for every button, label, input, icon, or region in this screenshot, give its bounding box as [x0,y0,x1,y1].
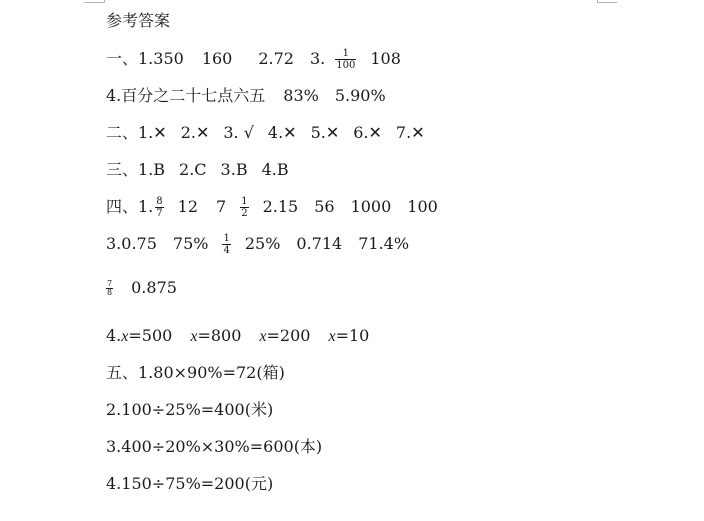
answer-text: =200 [266,326,311,345]
fraction-denominator: 8 [107,288,113,297]
section-4-line-2 [106,233,409,256]
section-2-line [106,123,425,143]
answer-text: 2.15 [262,197,299,216]
answer-text: 100 [407,197,438,216]
fraction-numerator: 1 [223,233,230,244]
answer-text: 5.✕ [310,123,340,142]
answer-text: 83% [283,86,319,105]
answer-text: 4.B [261,160,289,179]
answer-text: 4.✕ [267,123,297,142]
answer-text: 71.4% [358,234,410,253]
section-5-line-2: 2.100÷25%=400(米) [106,400,274,419]
answer-text: 四、1. [106,197,154,216]
fraction [155,196,163,219]
answer-text: 25% [244,234,281,253]
answer-text: 5.90% [334,86,386,105]
answer-text: 1000 [350,197,392,216]
answer-text: 3. √ [223,123,254,142]
answer-text: 0.875 [131,278,177,297]
answer-text: =10 [335,326,370,345]
crop-mark-top-left [84,2,104,3]
answer-text: 7 [216,197,227,216]
variable-x: x [328,328,336,345]
section-5-line-4: 4.150÷75%=200(元) [106,474,274,493]
answer-text: 3.0.75 [106,234,157,253]
answer-text: =800 [197,326,242,345]
page-title: 参考答案 [106,11,171,30]
section-1-line-1 [106,48,401,71]
answer-text: 2.✕ [180,123,210,142]
variable-x: x [190,328,198,345]
answer-text: 4. [106,326,122,345]
answer-text: 二、1.✕ [106,123,167,142]
fraction-numerator: 8 [156,196,163,207]
fraction-denominator: 100 [336,60,356,71]
answer-text: 75% [172,234,209,253]
answer-text: 4.百分之二十七点六五 [106,86,266,105]
section-4-line-3 [104,278,177,298]
answer-text: 一、1.350 [106,49,184,68]
section-4-line-1 [106,196,438,219]
variable-x: x [121,328,129,345]
variable-x: x [259,328,267,345]
fraction-numerator: 7 [107,279,113,288]
section-5-line-3: 3.400÷20%×30%=600(本) [106,437,323,456]
answer-text: =500 [128,326,173,345]
fraction [240,196,248,219]
fraction-denominator: 4 [223,245,230,256]
answer-text: 12 [177,197,199,216]
answer-text: 56 [314,197,335,216]
answer-text: 2.C [179,160,207,179]
fraction-numerator: 1 [241,196,248,207]
fraction-denominator: 2 [241,208,248,219]
fraction [335,48,356,71]
answer-text: 108 [370,49,401,68]
section-5-line-1: 五、1.80×90%=72(箱) [106,363,285,382]
answer-text: 3. [309,49,326,68]
section-1-line-2 [106,86,386,106]
crop-mark-top-right [597,2,617,3]
section-3-line [106,160,289,180]
answer-text: 三、1.B [106,160,166,179]
answer-text: 7.✕ [395,123,425,142]
answer-text: 6.✕ [353,123,382,142]
fraction-denominator: 7 [156,208,163,219]
answer-text: 160 [201,49,233,68]
answer-text: 0.714 [296,234,343,253]
section-4-line-4 [106,326,369,347]
crop-mark-top-left-vertical [104,0,105,3]
crop-mark-top-right-vertical [597,0,598,3]
fraction [106,280,113,297]
fraction-numerator: 1 [342,48,349,59]
answer-text: 2.72 [258,49,294,68]
fraction [222,233,230,256]
answer-text: 3.B [220,160,248,179]
